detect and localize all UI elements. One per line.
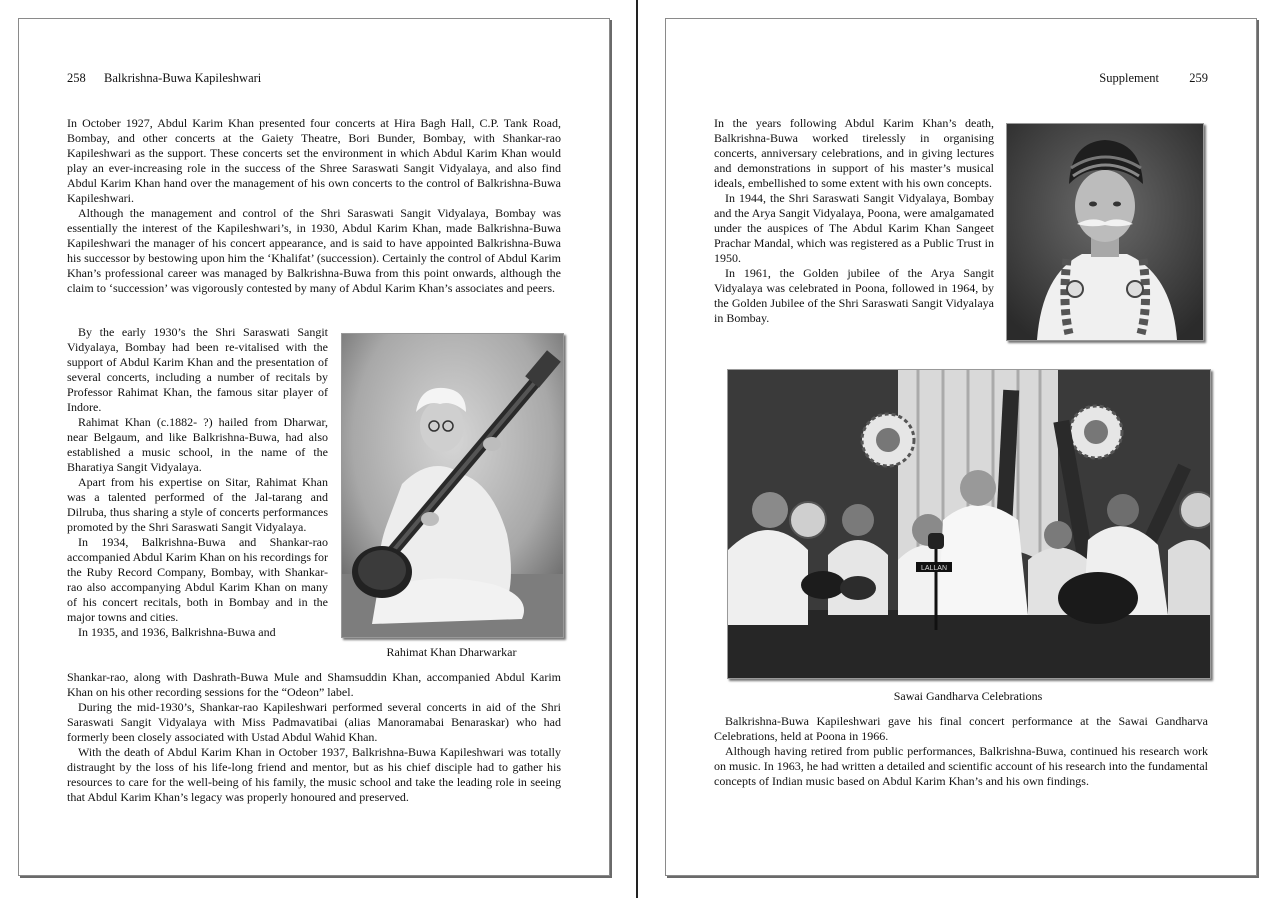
celebration-photo xyxy=(727,369,1211,679)
paragraph: In 1961, the Golden jubilee of the Arya Sangit Vidyalaya was celebrated in Poona, followed in 1964, by the Golden Jubilee of the Shri Saraswati Sangit Vidyalaya in Bombay. xyxy=(714,266,994,325)
photo-caption: Rahimat Khan Dharwarkar xyxy=(386,645,517,659)
right-bottom-text xyxy=(714,714,1208,789)
paragraph: In the years following Abdul Karim Khan’s death, Balkrishna-Buwa worked tirelessly in organising concerts, anniversary celebrations, and in giving lectures and demonstrations in support of his master’s musical ideals, embellished to some extent with his own concepts. xyxy=(714,116,994,190)
left-column-text xyxy=(67,325,328,640)
photo-caption: Sawai Gandharva Celebrations xyxy=(893,689,1043,703)
mic-label: LALLAN xyxy=(920,565,948,572)
page-gutter xyxy=(636,0,638,898)
right-page-number: 259 xyxy=(1189,71,1208,85)
rahimat-khan-photo xyxy=(341,333,564,638)
left-page-header xyxy=(67,71,261,86)
portrait-photo xyxy=(1006,123,1204,341)
paragraph: Rahimat Khan (c.1882- ?) hailed from Dharwar, near Belgaum, and like Balkrishna-Buwa, had also established a music school, in the name of the Bharatiya Sangit Vidyalaya. xyxy=(67,415,328,474)
paragraph: Although having retired from public performances, Balkrishna-Buwa, continued his research work on music. In 1963, he had written a detailed and scientific account of his research into the fundamental concepts of Indian music based on Abdul Karim Khan’s and his own findings. xyxy=(714,744,1208,788)
left-page-number: 258 xyxy=(67,71,86,85)
right-column-text xyxy=(714,116,994,326)
paragraph: Apart from his expertise on Sitar, Rahimat Khan was a talented performed of the Jal-tarang and Dilruba, thus sharing a style of concerts performances promoted by the Shri Saraswati Sangit Vidyalaya. xyxy=(67,475,328,534)
paragraph: With the death of Abdul Karim Khan in October 1937, Balkrishna-Buwa Kapileshwari was totally distraught by the loss of his life-long friend and mentor, but as his chief disciple had to gather his resources to care for the well-being of his family, the music school and take the leading role in seeing that Abdul Karim Khan’s legacy was properly honoured and preserved. xyxy=(67,745,561,804)
left-page xyxy=(18,18,610,876)
left-bottom-text xyxy=(67,670,561,805)
paragraph: By the early 1930’s the Shri Saraswati Sangit Vidyalaya, Bombay had been re-vitalised with the support of Abdul Karim Khan and the presentation of several concerts, including a number of recitals by Professor Rahimat Khan, the famous sitar player of Indore. xyxy=(67,325,328,414)
left-top-text xyxy=(67,116,561,296)
paragraph: In 1934, Balkrishna-Buwa and Shankar-rao accompanied Abdul Karim Khan on his recordings for the Ruby Record Company, Bombay, with Shankar-rao also accompanying Abdul Karim Khan on many of his concert recitals, both in Bombay and in the major towns and cities. xyxy=(67,535,328,624)
paragraph: Shankar-rao, along with Dashrath-Buwa Mule and Shamsuddin Khan, accompanied Abdul Karim Khan on his other recording sessions for the “Odeon” label. xyxy=(67,670,561,699)
paragraph: In 1935, and 1936, Balkrishna-Buwa and xyxy=(78,625,276,639)
paragraph: In 1944, the Shri Saraswati Sangit Vidyalaya, Bombay and the Arya Sangit Vidyalaya, Poona, were amalgamated under the auspices of The Abdul Karim Khan Sangeet Prachar Mandal, which was registered as a Public Trust in 1950. xyxy=(714,191,994,265)
paragraph: During the mid-1930’s, Shankar-rao Kapileshwari performed several concerts in aid of the Shri Saraswati Sangit Vidyalaya with Miss Padmavatibai (alias Manoramabai Benaraskar) who had formerly been closely associated with Ustad Abdul Wahid Khan. xyxy=(67,700,561,744)
right-running-head: Supplement xyxy=(1099,71,1159,85)
paragraph: Balkrishna-Buwa Kapileshwari gave his final concert performance at the Sawai Gandharva Celebrations, held at Poona in 1966. xyxy=(714,714,1208,743)
paragraph: Although the management and control of the Shri Saraswati Sangit Vidyalaya, Bombay was essentially the interest of the Kapileshwari’s, in 1930, Abdul Karim Khan, made Balkrishna-Buwa Kapileshwari the manager of his concert appearance, and is said to have appointed Balkrishna-Buwa his successor by bestowing upon him the ‘Khalifat’ (succession). Certainly the control of Abdul Karim Khan’s professional career was managed by Balkrishna-Buwa from this point onwards, although the claim to ‘succession’ was vigorously contested by many of Abdul Karim Khan’s associates and peers. xyxy=(67,206,561,295)
right-page xyxy=(665,18,1257,876)
paragraph: In October 1927, Abdul Karim Khan presented four concerts at Hira Bagh Hall, C.P. Tank Road, Bombay, and other concerts at the Gaiety Theatre, Bori Bunder, Bombay, with Shankar-rao Kapileshwari as the support. These concerts set the environment in which Abdul Karim Khan would play an ever-increasing role in the success of the Shree Saraswati Sangit Vidyalaya, and also find Abdul Karim Khan hand over the management of his own concerts to the control of Balkrishna-Buwa Kapileshwari. xyxy=(67,116,561,205)
right-page-header xyxy=(1099,71,1208,86)
left-running-head: Balkrishna-Buwa Kapileshwari xyxy=(104,71,262,85)
